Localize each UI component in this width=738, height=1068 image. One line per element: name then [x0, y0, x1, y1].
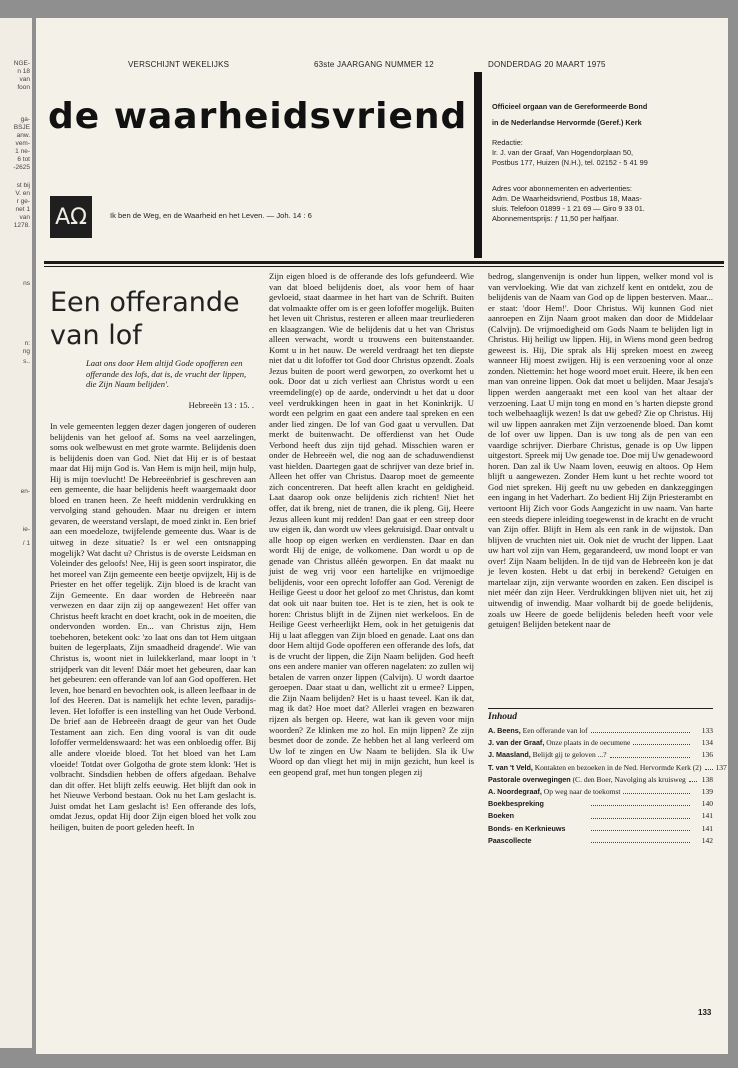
adjacent-text-fragment: foon — [17, 84, 30, 91]
toc-item-author: J. Maasland, — [488, 750, 531, 760]
adjacent-text-fragment: van — [19, 214, 30, 221]
toc-leader — [633, 744, 690, 745]
toc-item-title — [488, 763, 702, 772]
column-1-text: In vele gemeenten leggen dezer dagen jongeren of ouderen belijdenis van het geloof af. Soms na veel aarzelingen, soms ook welbewust en met grote warmte. Belijdenis doen is belijdenis doen van God. Niet dat Hij er is of bestaat maar dat Hij mijn God is. Van Hem is mijn heil, mijn hulp, Hij is mijn toevlucht! De Hebreeënbrief is geschreven aan een gemeente, die haar belijdenis heeft waargemaakt door bloed en tranen heen. Ze heeft middenin verdrukking en vervolging stand gehouden. Maar nu dreigen er intern gevaren, de weerstand verslapt, de moed zinkt in. Een brief aan een moedeloze, twijfelende gemeente dus. Waar is de uitweg in deze situatie? Is er wel een ontsnapping mogelijk? Wat dacht u? Christus is de overste Leidsman en Voleinder des geloofs! Nee, Hij is geen soort inspirator, die het moreel van Zijn gemeente een beetje opvijzelt, Hij is de Priester en het offer tegelijk. Zijn bloed is de kracht van Zijn Gemeente. En daar worden de Hebreeën naar verwezen en daar zijn zij op aangewezen! Het offer van Christus heeft kracht en doet kracht, ook in de moeiten, die ondervonden worden. En... van Christus zijn, Hem toebehoren, betekent ook: 'zo laat ons dan tot Hem uitgaan buiten de legerplaats, Zijn smaadheid dragende'. Wie van Christus is, woont niet in luilekkerland, maar loopt in 't strijdperk van dit leven! Dáár moet het gebeuren, daar kan het gebeuren: een offerande van lof aan God opofferen. Het leven, hoe benard en bevochten ook, is alleen leefbaar in de lof des Heeren. Dat is namelijk het echte leven, paradijs-leven. Het lofoffer is een instelling van het Oude Verbond. De brief aan de Hebreeën draagt de geur van het Oude Testament aan zich. Een ding vooral is van dit oude lofoffer vermeldenswaard: het was een onbloedig offer. Bij alle andere vloeide bloed. Tot het bloed van het Lam vloeide! Totdat over Golgotha de grote stem klonk: 'Het is volbracht. Sindsdien hebben de offers afgedaan. Behalve dan dit offer. Het blijft zelfs eeuwig. Het blijft dan ook in het Nieuwe Verbond bestaan. Ook nu het Lam geslacht is. Juist omdat het Lam geslacht is! Een offerande des lofs, omdat Jezus, opdat Hij door Zijn eigen bloed het volk zou heiligen, buiten de poort geleden heeft. In — [50, 421, 256, 832]
article-column-2 — [269, 271, 474, 1046]
toc-item-title — [488, 799, 588, 808]
toc-leader — [591, 842, 691, 843]
toc-leader — [591, 818, 691, 819]
toc-item-text: Belijdt gij te geloven ...? — [530, 750, 607, 760]
toc-item-page: 139 — [701, 787, 713, 797]
toc-item-title — [488, 824, 588, 833]
adjacent-text-fragment: en- — [20, 488, 30, 495]
toc-item — [488, 726, 713, 735]
adjacent-text-fragment: n 18 — [17, 68, 30, 75]
toc-item-text: Een offerande van lof — [520, 726, 588, 735]
alpha-omega-logo: AΩ — [50, 196, 92, 238]
toc-item — [488, 762, 727, 772]
toc-item-page: 140 — [701, 799, 713, 809]
toc-item-author: Pastorale overwegingen — [488, 774, 571, 784]
toc-item — [488, 824, 713, 833]
article-headline: Een offerande van lof — [50, 287, 240, 351]
toc-item-title — [488, 726, 588, 735]
adjacent-text-fragment: van — [19, 76, 30, 83]
toc-item-author: Paascollecte — [488, 835, 532, 845]
toc-leader — [591, 830, 691, 831]
article-epigraph: Laat ons door Hem altijd Gode opofferen een offerande des lofs, dat is, de vrucht der lippen, die Zijn Naam belijden'. — [86, 358, 247, 389]
toc-item-text: Kontakten en bezoeken in de Ned. Hervormde Kerk (2) — [532, 762, 702, 772]
table-of-contents — [488, 712, 727, 848]
adjacent-text-fragment: 6 tot — [17, 156, 30, 163]
adjacent-text-fragment: n: — [24, 340, 30, 347]
toc-leader — [623, 793, 690, 794]
masthead-title: de waarheidsvriend — [48, 96, 468, 137]
toc-item-author: A. Noordegraaf, — [488, 787, 542, 797]
column-2-text: Zijn eigen bloed is de offerande des lofs gefundeerd. Wie van dat bloed belijdenis doet, als voor hem of haar gevloeid, staat daarmee in het hart van de Schrift. Buiten dat volmaakte offer om is er geen lofoffer mogelijk. Buiten het leven uit Christus, resteren er alleen maar treurliederen en klaagzangen. Wie de belijdenis dat u het van Christus alleen verwacht, wordt u trouwens een buitenstaander. Komt u in het nauw. De wereld verdraagt het ten diepste niet dat u dit lofoffer tot God door Christus opzendt. Zoals Jezus buiten de poort werd geworpen, zo overkomt het u ook. Door dat u zich verliest aan Christus wordt u een vreemdeling(e) op de aarde, ondervindt u het dat u door veel verdrukkingen heen in gaat in het Koninkrijk. U wordt een pelgrim en gaat een andere taal spreken en een ander lied zingen. De lof van God gaat u vervullen. Dat merkt de buitenwacht. De offerdienst van het Oude Verbond heeft dus zijn tijd gehad. Misschien waren er onder de Hebreeën wel, die nog aan de schaduwendienst vast hielden. Daartegen gaat de schrijver van deze brief in. Alleen het offer van Christus. Daarop moet de gemeente zich concentreren. Dat heeft allen kracht en geldigheid. Laat daarop ook onze belijdenis zich richten! Niet het offer, dat ik breng, niet de tranen, die ik pleng. Gij, Heere Jezus alleen kunt mij redden! Dan gaat er een streep door uw eigen ik, dan wordt uw vlees gekruisigd. Daar ontvalt u alle hoop op eigen werken en verdiensten. Daar en dan wordt Hij de enige, de volkomene. Dan wordt u op de genade van Christus alléén geworpen. En dat maakt nu juist de weg vrij voor een hartelijke en vrijmoedige belijdenis, voor een oprecht lofoffer aan God. Verenigt de Heilige Geest u door het geloof zo met Christus, dan komt dat ook uit naar buiten toe. Het is te zien, het is ook te horen: Christus blijft in de Zijnen niet werkeloos. En de Heilige Geest verheerlijkt Hem, ook in het getuigenis dat Hij u laat afleggen van Zijn bloed en genade. Laat ons dan door Hem altijd Gode opofferen een offerande des lofs, dat is de vrucht der lippen, die Zijn Naam belijden. God heeft ons een andere manier van offeren nagelaten: zo zullen wij betalen de varren onzer lippen (Calvijn). U wordt daartoe geroepen. Daar staat u dan, wellicht zit u ermee? Lippen, die Zijn Naam belijden? Het is u haast teveel. Kan ik dat, mag ik dat? Hoe moet dat? Allerlei vragen en bezwaren rijzen als bergen op. Heere, wat kan ik geven voor mijn woorden? Ze klinken me zo hol. En mijn lippen? Ze zijn besmet door de zonde. Ze hebben het al lang verleerd om Uw lof te zingen en Uw Naam te belijden. Sla ik Uw Woord op dan vliegt het mij in mijn gezicht, hun keel is een geopend graf, met hun tongen plegen zij — [269, 271, 474, 777]
toc-item-title — [488, 836, 588, 845]
adjacent-text-fragment: ns — [23, 280, 30, 287]
adjacent-text-fragment: ng — [22, 348, 30, 355]
toc-item — [488, 799, 713, 808]
epigraph-reference: Hebreeën 13 : 15. . — [188, 400, 254, 410]
toc-item — [488, 750, 713, 759]
masthead-divider — [474, 72, 482, 258]
volume-label: 63ste JAARGANG NUMMER 12 — [314, 60, 434, 69]
toc-leader — [591, 805, 691, 806]
page-number: 133 — [698, 1008, 712, 1017]
toc-item-title — [488, 787, 620, 796]
date-label: DONDERDAG 20 MAART 1975 — [488, 60, 606, 69]
article-column-3 — [488, 271, 713, 703]
toc-item-page: 141 — [701, 823, 713, 833]
adjacent-text-fragment: r ge- — [16, 198, 30, 205]
toc-leader — [591, 732, 690, 733]
header-rule — [44, 261, 724, 264]
toc-item-author: J. van der Graaf, — [488, 738, 545, 748]
toc-item — [488, 836, 713, 845]
toc-item — [488, 811, 713, 820]
article-column-1 — [50, 421, 256, 1041]
toc-leader — [705, 769, 713, 770]
frequency-label: VERSCHIJNT WEKELIJKS — [128, 60, 230, 69]
adres-line-2: Adm. De Waarheidsvriend, Postbus 18, Maas- — [492, 194, 642, 203]
adjacent-text-fragment: s.. — [23, 358, 30, 365]
toc-item-text: Onze plaats in de oecumene — [544, 738, 631, 748]
toc-item — [488, 775, 713, 784]
adjacent-text-fragment: anw. — [16, 132, 30, 139]
toc-item-author: A. Beens, — [488, 726, 521, 735]
toc-item-text: Op weg naar de toekomst — [541, 787, 621, 797]
adjacent-text-fragment: vem- — [15, 140, 30, 147]
redactie-line-2: Postbus 177, Huizen (N.H.), tel. 02152 - 5 41 99 — [492, 158, 648, 167]
toc-item-author: Bonds- en Kerknieuws — [488, 823, 566, 833]
toc-item-page: 137 — [715, 762, 727, 772]
toc-item-page: 133 — [701, 726, 713, 735]
toc-list — [488, 726, 727, 845]
adjacent-text-fragment: V. en — [15, 190, 30, 197]
redactie-line-1: Ir. J. van der Graaf, Van Hogendorplaan 50, — [492, 148, 634, 157]
toc-item-author: T. van 't Veld, — [488, 762, 533, 772]
toc-leader — [689, 781, 697, 782]
adres-line-4: Abonnementsprijs: ƒ 11,50 per halfjaar. — [492, 214, 619, 223]
toc-rule — [488, 708, 713, 709]
adjacent-text-fragment: 1 ne- — [15, 148, 30, 155]
header-rule-thin — [44, 266, 724, 267]
toc-item-title — [488, 750, 607, 759]
column-3-text: bedrog, slangenvenijn is onder hun lippen, welker mond vol is van vervloeking. Wie dat van zichzelf kent en ontdekt, zou de belijdenis van de Naam van God op de lippen besterven. Maar... er staat: 'door Hem!'. Door Christus. Wij kunnen God niet aanroepen en Zijn Naam groot maken dan door de Middelaar (Calvijn). De vrijmoedigheid om Gods Naam te belijden ligt in Christus. Hij heiligt uw lippen. Hij, in Wiens mond geen bedrog geweest is. Hij, Die sprak als Hij spreken moest en zweeg wanneer Hij moest zwijgen. Hij is een verzoening voor al onze zonden. Niettemin: het hoge woord moet eruit. Heere, ik ben een man van onreine lippen. Ook dat moet u belijden. Maar Jesaja's lippen werden aangeraakt met een kool van het altaar der verzoening. Laat U mijn tong en mond en 's harten diepste grond toch welbehaaglijk wezen! Is dat uw gebed? Zie op Christus. Hij wil uw lippen aanraken met Zijn verzoenende bloed. Dan komt de lof over uw lippen. Dan is uw tong als de pen van een vaardige schrijver. Dierbare Christus, genade is op Uw lippen uitgestort. Spreek mij Uw genade toe. Doe mij Uw genadewoord horen. Dan zal ik Uw Naam loven, eeuwig en altoos. Op Hem blijft u aangewezen. Zonder Hem kunt u het rechte woord tot God niet spreken. Hij geeft nu uw gebeden en dankzeggingen een ingang in het Vaderhart. Zo bedient Hij Zijn Priesterambt en vertoont Hij Zich voor Gods Aangezicht in uw naam. Van harte een steeds diepere inleiding toegewenst in de kracht en de vrucht van Zijn offer. Blijft in Hem als een rank in de wijnstok. Dan blijven de vruchten niet uit. Ook niet de vrucht der lippen. Laat uw hart vol zijn van Hem, gegarandeerd, uw mond loopt er van over! Zijn Naam belijden. In de tijd van de Hebreeën kon je dat je leven kosten. Hebt u dat erbij in berekend? Getuigen en martelaar zijn, zijn verwante woorden en zaken. Een discipel is niet méér dan zijn Heer. Verdrukkingen blijven niet uit, het zij uitwendig of inwendig. Maar volhardt bij de goede belijdenis, zoals uw Heere de goede belijdenis beleden heeft voor vele getuigen! Belijden betekent naar de — [488, 271, 713, 630]
adjacent-text-fragment: / 1 — [22, 540, 30, 547]
toc-item-page: 141 — [701, 811, 713, 821]
toc-item-author: Boeken — [488, 811, 514, 821]
toc-item-author: Boekbespreking — [488, 799, 544, 809]
adjacent-text-fragment: net 1 — [15, 206, 30, 213]
adres-line-1: Adres voor abonnementen en advertenties: — [492, 184, 632, 193]
adjacent-text-fragment: 1278. — [13, 222, 30, 229]
newspaper-page — [36, 18, 728, 1054]
adres-line-3: sluis. Telefoon 01899 - 1 21 69 — Giro 9 33 01. — [492, 204, 645, 213]
toc-item — [488, 738, 713, 747]
toc-item-title — [488, 775, 686, 784]
redactie-label: Redactie: — [492, 138, 523, 147]
toc-item-page: 136 — [701, 750, 713, 760]
toc-item-title — [488, 811, 588, 820]
adjacent-text-fragment: ie- — [22, 526, 30, 533]
toc-item-text: (C. den Boer, Navolging als kruisweg — [570, 774, 686, 784]
adjacent-text-fragment: BSJE — [13, 124, 30, 131]
adjacent-text-fragment: st bij — [16, 182, 30, 189]
toc-leader — [610, 757, 690, 758]
organ-line-1: Officieel orgaan van de Gereformeerde Bond — [492, 102, 648, 111]
toc-heading: Inhoud — [488, 712, 518, 722]
toc-item-page: 134 — [701, 738, 713, 748]
toc-item-page: 142 — [701, 835, 713, 845]
adjacent-text-fragment: -2625 — [13, 164, 30, 171]
organ-line-2: in de Nederlandse Hervormde (Geref.) Kerk — [492, 118, 642, 127]
toc-item-page: 138 — [701, 774, 713, 784]
motto: Ik ben de Weg, en de Waarheid en het Leven. — Joh. 14 : 6 — [110, 211, 312, 220]
toc-item — [488, 787, 713, 796]
toc-item-title — [488, 738, 630, 747]
adjacent-page-fragment — [0, 18, 32, 1048]
adjacent-text-fragment: ga- — [20, 116, 30, 123]
adjacent-text-fragment: NGE- — [13, 60, 30, 67]
